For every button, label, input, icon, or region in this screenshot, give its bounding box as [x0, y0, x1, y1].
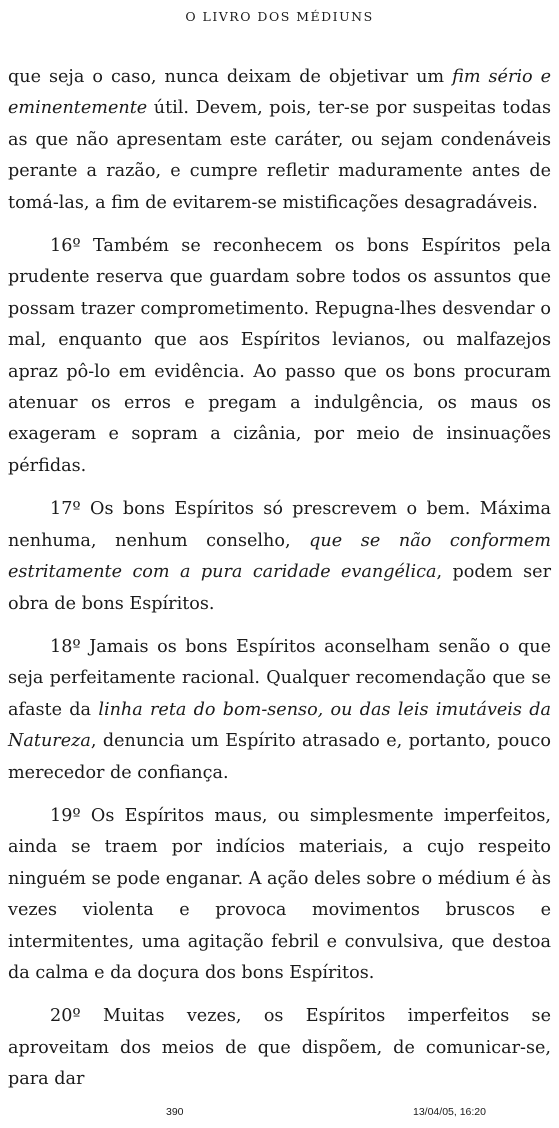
page-number: 390 — [166, 1106, 184, 1118]
italic-segment: que se não conformem estritamente com a pura caridade evangélica — [8, 530, 551, 583]
running-header: O LIVRO DOS MÉDIUNS — [185, 9, 374, 24]
italic-segment: linha reta do bom-senso, ou das leis imutáveis da Natureza — [8, 699, 551, 752]
text-segment: 19º Os Espíritos maus, ou simplesmente imperfeitos, ainda se traem por indícios materiais, a cujo respeito ninguém se pode enganar. A ação deles sobre o médium é às vezes violenta e provoca movimentos bruscos e intermitentes, uma agitação febril e convulsiva, que destoa da calma e da doçura dos bons Espíritos. — [8, 805, 551, 983]
paragraph-item-20 — [8, 1001, 551, 1095]
text-segment: útil. Devem, pois, ter-se por suspeitas todas as que não apresentam este caráter, ou sejam condenáveis perante a razão, e cumpre refletir maduramente antes de tomá-las, a fim de evitarem-se mistificações desagradáveis. — [8, 98, 551, 213]
text-segment: 17º Os bons Espíritos só prescrevem o bem. Máxima nenhuma, nenhum conselho, — [8, 499, 551, 551]
text-segment: 16º Também se reconhecem os bons Espíritos pela prudente reserva que guardam sobre todos os assuntos que possam trazer comprometimento. Repugna-lhes desvendar o mal, enquanto que aos Espíritos levianos, ou malfazejos apraz pô-lo em evidência. Ao passo que os bons procuram atenuar os erros e pregam a indulgência, os maus os exageram e sopram a cizânia, por meio de insinuações pérfidas. — [8, 236, 551, 476]
paragraph-item-17 — [8, 494, 551, 620]
italic-segment: fim sério e eminentemente — [8, 67, 551, 119]
body-text — [8, 62, 551, 1096]
text-segment: que seja o caso, nunca deixam de objetivar um — [8, 67, 453, 87]
text-segment: , podem ser obra de bons Espíritos. — [8, 562, 552, 614]
paragraph-item-18 — [8, 632, 551, 789]
text-segment: 18º Jamais os bons Espíritos aconselham senão o que seja perfeitamente racional. Qualquer recomendação que se afaste da — [8, 636, 551, 720]
text-segment: , denuncia um Espírito atrasado e, portanto, pouco merecedor de confiança. — [8, 731, 551, 783]
paragraph-item-16 — [8, 231, 551, 482]
print-timestamp: 13/04/05, 16:20 — [413, 1106, 486, 1118]
text-segment: 20º Muitas vezes, os Espíritos imperfeitos se aproveitam dos meios de que dispõem, de comunicar-se, para dar — [8, 1006, 551, 1090]
paragraph-continuation — [8, 62, 551, 219]
paragraph-item-19 — [8, 801, 551, 989]
